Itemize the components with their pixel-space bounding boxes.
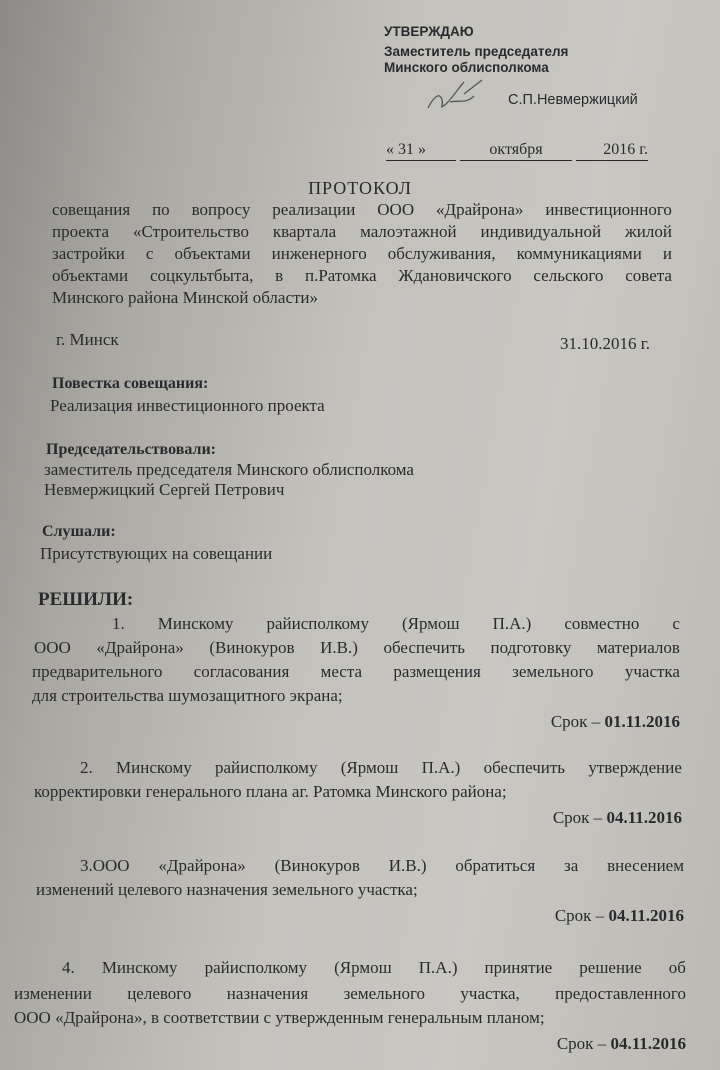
approval-title: УТВЕРЖДАЮ [384,24,474,39]
decision-item-3-line: 3.ООО «Драйрона» (Винокуров И.В.) обратиться за внесением [80,856,684,875]
decision-item-1-line: предварительного согласования места размещения земельного участка [32,662,680,681]
deadline-date: 04.11.2016 [606,808,682,827]
approval-position-line1: Заместитель председателя [384,44,569,59]
approval-date-year: 2016 г. [576,140,648,161]
deadline-date: 01.11.2016 [604,712,680,731]
approval-date-day: « 31 » [386,140,456,161]
decision-item-4-line: изменении целевого назначения земельного участка, предоставленного [14,984,686,1003]
decision-item-4-deadline [400,1034,686,1054]
decision-item-3-line: изменений целевого назначения земельного участка; [36,880,418,899]
approval-date-month: октября [460,140,572,161]
decision-item-2-line: 2. Минскому райисполкому (Ярмош П.А.) обеспечить утверждение [80,758,682,777]
decision-item-4-line: 4. Минскому райисполкому (Ярмош П.А.) принятие решение об [62,958,686,977]
decision-item-2-deadline [400,808,682,828]
deadline-date: 04.11.2016 [608,906,684,925]
approval-position-line2: Минского облисполкома [384,60,549,75]
protocol-subject-line: застройки с объектами инженерного обслуживания, коммуникациями и [52,244,672,263]
decision-item-1-deadline [400,712,680,732]
protocol-subject-line: объектами соцкультбыта, в п.Ратомка Ждановичского сельского совета [52,266,672,285]
decision-item-2-line: корректировки генерального плана аг. Ратомка Минского района; [34,782,507,801]
decision-item-1-line: для строительства шумозащитного экрана; [32,686,343,705]
handwritten-signature [420,74,510,114]
protocol-date: 31.10.2016 г. [560,334,651,353]
chaired-line2: Невмержицкий Сергей Петрович [44,480,285,499]
protocol-city: г. Минск [56,330,119,349]
decision-item-1-line: ООО «Драйрона» (Винокуров И.В.) обеспечить подготовку материалов [34,638,680,657]
deadline-label: Срок – [550,712,601,731]
deadline-label: Срок – [552,808,603,827]
chaired-heading: Председательствовали: [46,441,216,458]
protocol-subject-line: совещания по вопросу реализации ООО «Драйрона» инвестиционного [52,200,672,219]
protocol-title: ПРОТОКОЛ [308,178,412,198]
decision-item-1-line: 1. Минскому райисполкому (Ярмош П.А.) совместно с [112,614,680,633]
chaired-line1: заместитель председателя Минского облисполкома [44,460,414,479]
protocol-subject-line: Минского района Минской области» [52,288,319,307]
deadline-label: Срок – [556,1034,607,1053]
agenda-text: Реализация инвестиционного проекта [50,396,325,415]
decided-heading: РЕШИЛИ: [38,589,134,610]
decision-item-4-line: ООО «Драйрона», в соответствии с утвержденным генеральным планом; [14,1008,545,1027]
deadline-label: Срок – [554,906,605,925]
approval-signatory: С.П.Невмержицкий [508,92,638,108]
agenda-heading: Повестка совещания: [52,375,209,392]
heard-heading: Слушали: [42,523,116,540]
decision-item-3-deadline [400,906,684,926]
protocol-subject-line: проекта «Строительство квартала малоэтажной индивидуальной жилой [52,222,672,241]
deadline-date: 04.11.2016 [610,1034,686,1053]
heard-text: Присутствующих на совещании [40,544,273,563]
